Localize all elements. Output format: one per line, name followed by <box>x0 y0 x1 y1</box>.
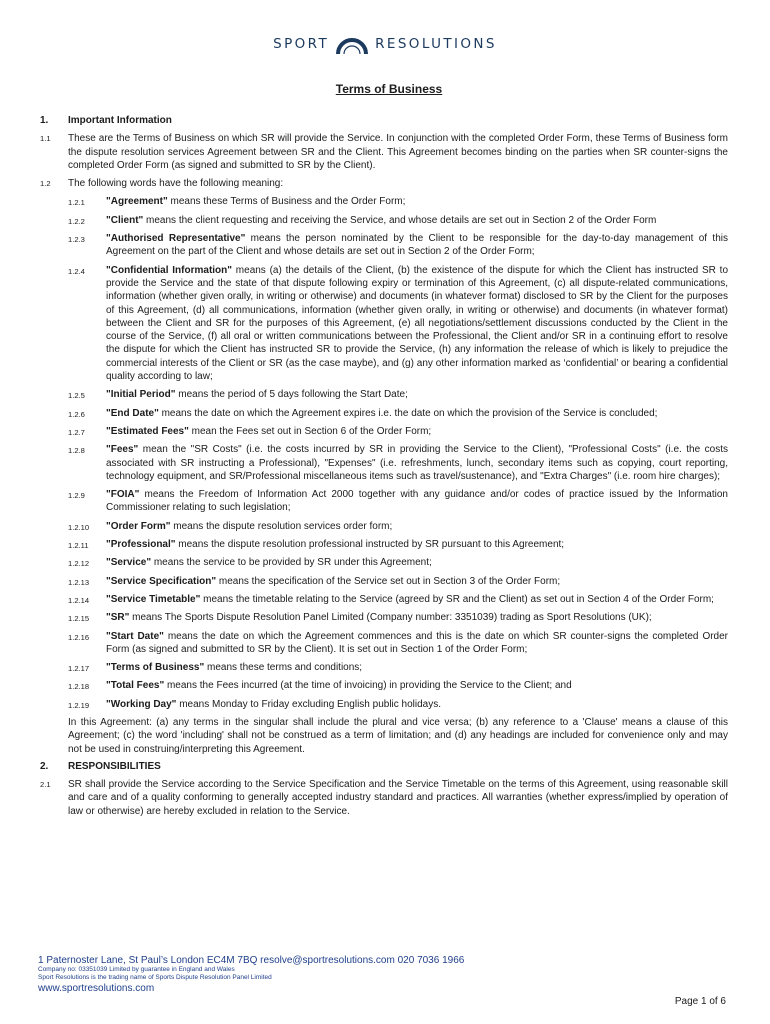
sport-resolutions-logo <box>0 33 770 55</box>
document-title: Terms of Business <box>335 82 443 96</box>
definition-item <box>40 611 728 624</box>
definition-number: 1.2.4 <box>68 266 85 276</box>
clause-text: These are the Terms of Business on which SR will provide the Service. In conjunction with the completed Order Form, these Terms of Business form the dispute resolution services Agreement between SR and the Client. This Agreement becomes binding on the parties when SR counter-signs the completed Order Form (as signed and submitted to SR by the Client). <box>68 133 728 171</box>
clause-1-2 <box>40 177 728 190</box>
definition-number: 1.2.14 <box>68 595 90 605</box>
definition-text: means the dispute resolution professional instructed by SR pursuant to this Agreement; <box>175 539 565 551</box>
footer-website-link[interactable]: www.sportresolutions.com <box>38 983 155 994</box>
definition-text: means the date on which the Agreement expires i.e. the date on which the provision of the Service is concluded; <box>158 407 658 419</box>
definition-number: 1.2.9 <box>68 491 85 501</box>
section-2 <box>40 760 728 773</box>
definition-term: "Confidential Information" <box>106 264 233 276</box>
clause-1-1 <box>40 132 728 172</box>
definition-number: 1.2.17 <box>68 664 90 674</box>
definition-term: "Initial Period" <box>106 389 176 401</box>
definition-term: "Estimated Fees" <box>106 425 189 437</box>
definition-term: "FOIA" <box>106 489 140 501</box>
definition-number: 1.2.19 <box>68 700 90 710</box>
definition-term: "Start Date" <box>106 630 164 642</box>
definition-item <box>40 575 728 588</box>
section-number: 2. <box>40 760 49 772</box>
section-1 <box>40 114 728 127</box>
terms-body <box>40 114 728 823</box>
definition-number: 1.2.8 <box>68 446 85 456</box>
definition-number: 1.2.6 <box>68 409 85 419</box>
definition-number: 1.2.12 <box>68 559 90 569</box>
interpretation-paragraph: In this Agreement: (a) any terms in the singular shall include the plural and vice versa; (b) any reference to a 'Clause' means a clause of this Agreement; (c) the word 'including' shall not be construed as a term of limitation; and (d) any headings are included for convenience only and may not be used in construing/interpreting this Agreement. <box>68 716 728 755</box>
definition-term: "Client" <box>106 214 144 226</box>
definition-item <box>40 264 728 384</box>
definition-text: means the person nominated by the Client to be responsible for the day-to-day management of this Agreement on the part of the Client and whose details are set out in Section 2 of the Order Form; <box>106 233 728 258</box>
definition-number: 1.2.10 <box>68 522 90 532</box>
definition-item <box>40 593 728 606</box>
definition-text: means the timetable relating to the Service (agreed by SR and the Client) as set out in Section 4 of the Order Form; <box>200 593 714 605</box>
definition-number: 1.2.5 <box>68 391 85 401</box>
footer-trading-name: Sport Resolutions is the trading name of Sports Dispute Resolution Panel Limited <box>38 974 272 981</box>
definition-item <box>40 425 728 438</box>
definition-term: "Agreement" <box>106 196 168 208</box>
section-heading: Important Information <box>68 115 172 126</box>
definition-text: means the Freedom of Information Act 2000 together with any guidance and/or codes of practice issued by the Information Commissioner relating to such legislation; <box>106 489 728 514</box>
clause-text: The following words have the following meaning: <box>68 178 284 190</box>
definition-item <box>40 195 728 208</box>
section-heading: RESPONSIBILITIES <box>68 760 161 772</box>
definition-item <box>40 488 728 515</box>
clause-number: 1.2 <box>40 179 51 189</box>
definition-text: means these terms and conditions; <box>204 662 363 674</box>
definition-number: 1.2.16 <box>68 632 90 642</box>
definition-term: "Working Day" <box>106 698 177 710</box>
definition-text: means the client requesting and receiving the Service, and whose details are set out in Section 2 of the Order Form <box>143 214 657 226</box>
definition-text: means the date on which the Agreement commences and this is the date on which SR counter-signs the completed Order Form (as signed and submitted to SR by the Client). It is set out in Section 1 of the Order Form; <box>106 630 728 655</box>
footer-address: 1 Paternoster Lane, St Paul’s London EC4M 7BQ resolve@sportresolutions.com 020 7036 1966 <box>38 955 465 966</box>
definition-number: 1.2.1 <box>68 198 85 208</box>
definition-term: "Service Specification" <box>106 575 217 587</box>
definition-term: "Service Timetable" <box>106 593 201 605</box>
definition-number: 1.2.13 <box>68 577 90 587</box>
definition-term: "Order Form" <box>106 520 171 532</box>
definition-item <box>40 698 728 711</box>
definition-text: means (a) the details of the Client, (b) the existence of the dispute for which the Client has instructed SR to provide the Service and the state of that dispute following expiry or termination of this Agreement, (c) all dispute-related communications, information (whether given orally, in writing or otherwise) and documents (in whatever format) disclosed to SR by the Client for the purposes of this Agreement, (d) all communications, information (whether given orally, in writing or otherwise) and documents (in whatever format) between the Client and SR for the purposes of this Agreement, (e) all negotiations/settlement discussions conducted by the Client in the course of the Service, (f) all oral or written communications between the Professional, the Client and/or SR in a continuing effort to resolve the dispute for which the Client has instructed SR to provide the Service, (h) any information the release of which is likely to prejudice the commercial interests of the Client or SR (as the case maybe), and (g) any other information marked as ‘confidential’ or bearing a confidential quality according to law; <box>106 264 729 383</box>
clause-text: SR shall provide the Service according to the Service Specification and the Service Timetable on the terms of this Agreement, using reasonable skill and care and of a quality conforming to generally accepted industry standard and practices. All warranties (whether express/implied by operation of law or otherwise) are hereby excluded in relation to the Service. <box>68 779 728 817</box>
definition-item <box>40 520 728 533</box>
definition-number: 1.2.18 <box>68 682 90 692</box>
definition-number: 1.2.7 <box>68 427 85 437</box>
definition-term: "Terms of Business" <box>106 662 205 674</box>
definition-term: "Total Fees" <box>106 680 165 692</box>
logo-word-left: SPORT <box>273 36 330 52</box>
clause-number: 2.1 <box>40 780 51 790</box>
logo-arc-icon <box>335 33 369 55</box>
definition-term: "End Date" <box>106 407 159 419</box>
definition-term: "Fees" <box>106 444 139 456</box>
definition-text: means the period of 5 days following the Start Date; <box>175 389 408 401</box>
section-number: 1. <box>40 115 49 126</box>
definition-number: 1.2.11 <box>68 541 89 551</box>
definition-text: means the dispute resolution services order form; <box>170 520 393 532</box>
definition-text: mean the "SR Costs" (i.e. the costs incurred by SR in providing the Service to the Client), "Professional Costs" (i.e. the costs associated with SR instructing a Professional), "Expenses" (i.e. refreshments, lunch, secondary items such as copying, court reporting, technology equipment, and SR/Professional miscellaneous items such as travel/sustenance), and "Extra Charges" (i.e. room hire charges); <box>106 444 728 482</box>
definition-text: means the specification of the Service set out in Section 3 of the Order Form; <box>216 575 561 587</box>
definition-text: means Monday to Friday excluding English public holidays. <box>176 698 442 710</box>
definition-item <box>40 630 728 657</box>
definition-number: 1.2.3 <box>68 235 85 245</box>
definition-text: means the service to be provided by SR under this Agreement; <box>151 557 432 569</box>
definition-term: "Professional" <box>106 539 176 551</box>
definitions-list <box>40 195 728 711</box>
definition-item <box>40 388 728 401</box>
definition-item <box>40 232 728 259</box>
clause-number: 1.1 <box>40 134 51 144</box>
definition-term: "SR" <box>106 612 130 624</box>
definition-text: means these Terms of Business and the Order Form; <box>167 196 406 208</box>
logo-word-right: RESOLUTIONS <box>375 36 497 52</box>
definition-number: 1.2.15 <box>68 614 90 624</box>
definition-item <box>40 214 728 227</box>
definition-text: means The Sports Dispute Resolution Panel Limited (Company number: 3351039) trading as Sport Resolutions (UK); <box>129 612 652 624</box>
definition-item <box>40 407 728 420</box>
definition-term: "Service" <box>106 557 152 569</box>
definition-item <box>40 661 728 674</box>
page-footer <box>38 955 738 994</box>
definition-item <box>40 679 728 692</box>
definition-item <box>40 443 728 483</box>
definition-text: mean the Fees set out in Section 6 of the Order Form; <box>188 425 432 437</box>
definition-item <box>40 538 728 551</box>
definition-number: 1.2.2 <box>68 216 85 226</box>
definition-term: "Authorised Representative" <box>106 233 246 245</box>
footer-company: Company no: 03351039 Limited by guarantee in England and Wales <box>38 966 235 973</box>
page-number: Page 1 of 6 <box>674 996 726 1007</box>
definition-text: means the Fees incurred (at the time of invoicing) in providing the Service to the Client; and <box>164 680 572 692</box>
clause-2-1 <box>40 778 728 818</box>
definition-item <box>40 556 728 569</box>
